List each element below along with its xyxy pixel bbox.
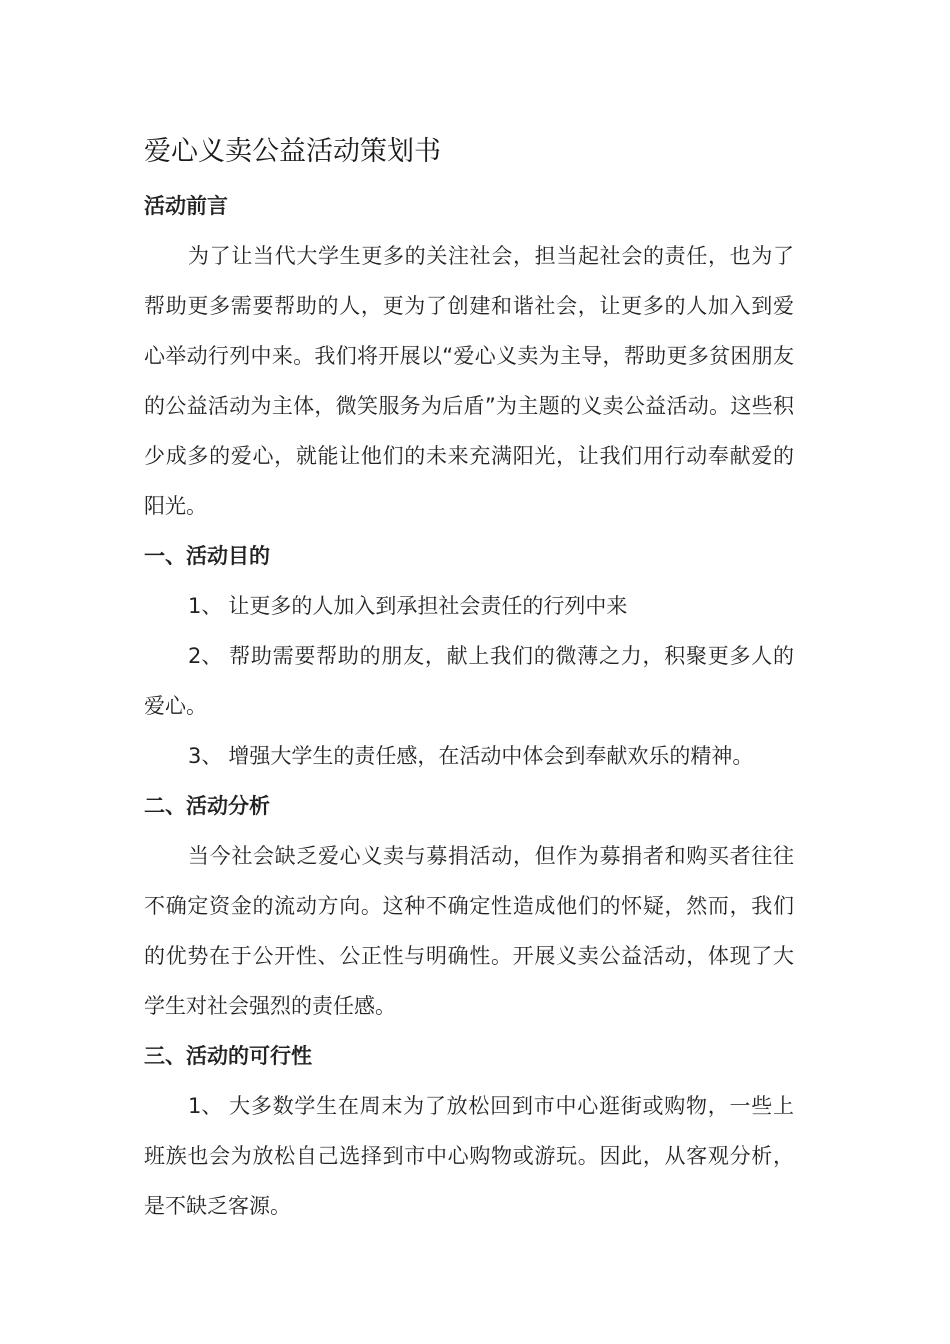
purpose-item-text: 帮助需要帮助的朋友，献上我们的微薄之力，积聚更多人的爱心。 — [144, 644, 794, 718]
feasibility-item-number: 1、 — [188, 1094, 223, 1118]
section-heading-preface: 活动前言 — [144, 194, 228, 218]
purpose-item-text: 增强大学生的责任感，在活动中体会到奉献欢乐的精神。 — [228, 744, 754, 768]
section-heading-feasibility: 三、活动的可行性 — [144, 1044, 312, 1068]
section-heading-analysis: 二、活动分析 — [144, 794, 270, 818]
document-body — [144, 132, 794, 1231]
purpose-item-number: 2、 — [188, 644, 223, 668]
purpose-item-number: 3、 — [188, 744, 223, 768]
purpose-item — [144, 631, 794, 731]
purpose-item — [144, 731, 794, 781]
preface-paragraph: 为了让当代大学生更多的关注社会，担当起社会的责任，也为了帮助更多需要帮助的人，更为了创建和谐社会，让更多的人加入到爱心举动行列中来。我们将开展以“爱心义卖为主导，帮助更多贫困朋友的公益活动为主体，微笑服务为后盾”为主题的义卖公益活动。这些积少成多的爱心，就能让他们的未来充满阳光，让我们用行动奉献爱的阳光。 — [144, 244, 794, 518]
feasibility-item-text: 大多数学生在周末为了放松回到市中心逛街或购物，一些上班族也会为放松自己选择到市中心购物或游玩。因此，从客观分析，是不缺乏客源。 — [144, 1094, 794, 1218]
analysis-paragraph: 当今社会缺乏爱心义卖与募捐活动，但作为募捐者和购买者往往不确定资金的流动方向。这种不确定性造成他们的怀疑，然而，我们的优势在于公开性、公正性与明确性。开展义卖公益活动，体现了大学生对社会强烈的责任感。 — [144, 844, 794, 1018]
purpose-item-number: 1、 — [188, 594, 223, 618]
purpose-item-text: 让更多的人加入到承担社会责任的行列中来 — [228, 594, 628, 618]
purpose-item — [144, 581, 794, 631]
section-heading-purpose: 一、活动目的 — [144, 544, 270, 568]
document-title: 爱心义卖公益活动策划书 — [144, 136, 441, 167]
feasibility-item — [144, 1081, 794, 1231]
